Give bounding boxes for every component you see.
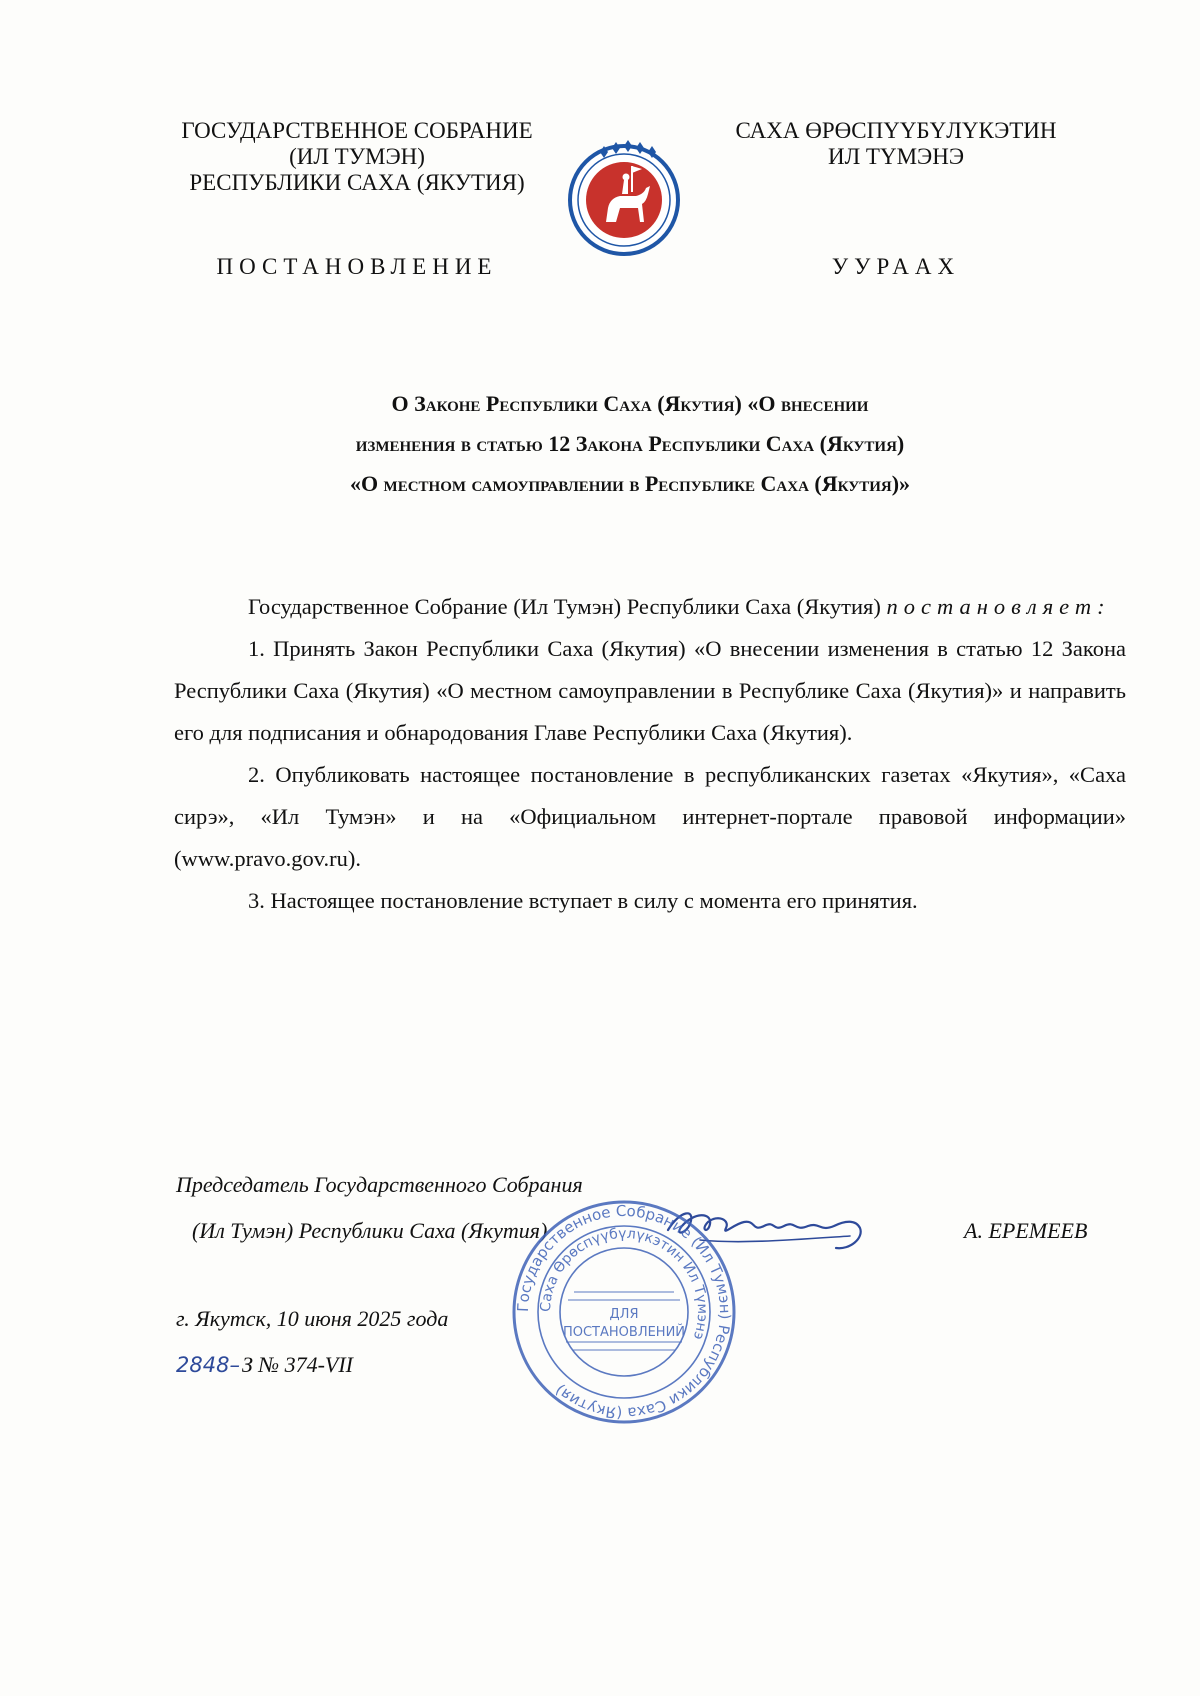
org-name-sakha <box>716 118 1076 170</box>
official-seal-stamp <box>508 1196 740 1428</box>
intro-paragraph <box>174 586 1126 628</box>
resolution-item-2: 2. Опубликовать настоящее постановление в республиканских газетах «Якутия», «Саха сирэ», «Ил Тумэн» и на «Официальном интернет-портале правовой информации» (www.pravo.gov.ru). <box>174 762 1126 871</box>
handwritten-number: 2848– <box>176 1353 240 1377</box>
signer-position-line: (Ил Тумэн) Республики Саха (Якутия) <box>192 1218 548 1243</box>
place-and-date: г. Якутск, 10 июня 2025 года <box>176 1306 449 1331</box>
stamp-inner-text: Саха Өрөспүүбүлүкэтин Ил Түмэнэ <box>537 1225 711 1342</box>
signer-name: А. ЕРЕМЕЕВ <box>964 1218 1088 1243</box>
title-line: изменения в статью 12 Закона Республики Саха (Якутия) <box>355 431 905 456</box>
title-line: «О местном самоуправлении в Республике Саха (Якутия)» <box>349 471 911 496</box>
stamp-center-line: ПОСТАНОВЛЕНИЙ <box>562 1325 686 1340</box>
org-name-line: РЕСПУБЛИКИ САХА (ЯКУТИЯ) <box>189 170 525 195</box>
registration-number-text: З № 374-VII <box>241 1352 354 1377</box>
org-name-line: САХА ӨРӨСПҮҮБҮЛҮКЭТИН <box>735 118 1057 143</box>
resolution-item-1: 1. Принять Закон Республики Саха (Якутия) «О внесении изменения в статью 12 Закона Республики Саха (Якутия) «О местном самоуправлении в Республике Саха (Якутия)» и направить его для подписания и обнародования Главе Республики Саха (Якутия). <box>174 636 1126 745</box>
stamp-outer-text: Государственное Собрание (Ил Тумэн) Республики Саха (Якутия) <box>513 1201 735 1423</box>
org-name-line: ИЛ ТҮМЭНЭ <box>827 144 965 169</box>
document-body <box>174 586 1126 922</box>
org-name-russian <box>152 118 562 196</box>
resolution-item-3: 3. Настоящее постановление вступает в силу с момента его принятия. <box>248 888 918 913</box>
resolves-word: постановляет: <box>886 594 1111 619</box>
coat-of-arms-emblem <box>562 136 686 260</box>
stamp-center-line: ДЛЯ <box>609 1307 639 1322</box>
title-line: О Законе Республики Саха (Якутия) «О внесении <box>391 391 869 416</box>
intro-text: Государственное Собрание (Ил Тумэн) Республики Саха (Якутия) <box>248 594 881 619</box>
document-title <box>170 384 1090 504</box>
org-name-line: (ИЛ ТУМЭН) <box>289 144 425 169</box>
signer-position-line: Председатель Государственного Собрания <box>176 1172 583 1197</box>
doc-type-sakha: УУРААХ <box>831 254 961 279</box>
registration-number <box>176 1352 353 1378</box>
doc-type-russian: ПОСТАНОВЛЕНИЕ <box>216 254 498 279</box>
org-name-line: ГОСУДАРСТВЕННОЕ СОБРАНИЕ <box>181 118 533 143</box>
